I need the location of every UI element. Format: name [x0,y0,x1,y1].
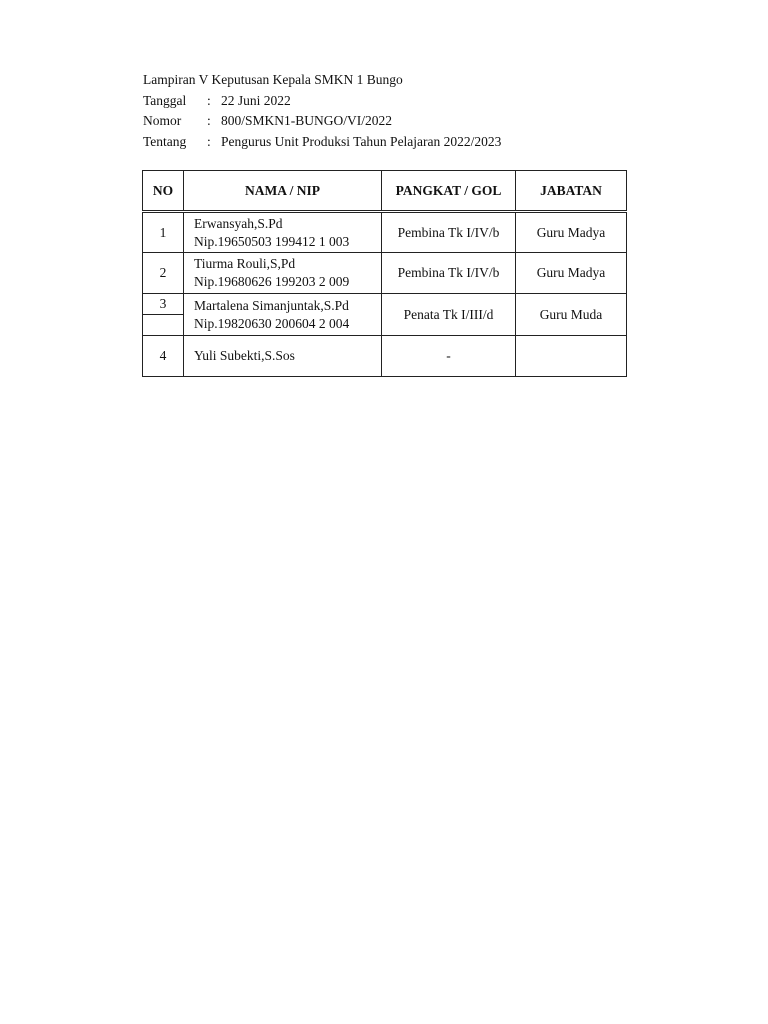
header-row-tanggal [143,91,501,112]
person-nip: Nip.19820630 200604 2 004 [194,315,350,331]
table-row [143,212,627,253]
cell-jabatan: Guru Muda [516,294,627,336]
cell-jabatan [516,336,627,377]
person-name: Yuli Subekti,S.Sos [194,348,295,363]
table-row [143,294,627,336]
cell-nama-nip [184,294,382,336]
cell-no: 4 [143,336,184,377]
cell-jabatan: Guru Madya [516,253,627,294]
header-label: Nomor [143,113,182,128]
cell-no-empty [143,315,183,335]
header-title: Lampiran V Keputusan Kepala SMKN 1 Bungo [143,72,403,87]
cell-pangkat: Pembina Tk I/IV/b [382,212,516,253]
header-colon: : [207,133,211,149]
header-value: 22 Juni 2022 [221,92,291,108]
person-nip: Nip.19650503 199412 1 003 [194,233,350,249]
header-colon: : [207,113,211,128]
column-header-pangkat-gol: PANGKAT / GOL [382,171,516,212]
header-value: Pengurus Unit Produksi Tahun Pelajaran 2022/2023 [221,133,502,149]
cell-pangkat: - [382,336,516,377]
header-row-tentang [143,132,501,153]
table-row [143,336,627,377]
column-header-no: NO [143,171,184,212]
person-name: Tiurma Rouli,S,Pd [194,256,296,271]
cell-no-value: 3 [143,294,183,315]
cell-pangkat: Pembina Tk I/IV/b [382,253,516,294]
header-label: Tentang [143,133,187,149]
cell-jabatan: Guru Madya [516,212,627,253]
person-name: Martalena Simanjuntak,S.Pd [194,297,349,313]
header-row-nomor [143,111,501,132]
cell-no [143,294,184,336]
cell-pangkat: Penata Tk I/III/d [382,294,516,336]
person-nip: Nip.19680626 199203 2 009 [194,274,350,289]
personnel-table [142,170,627,377]
column-header-jabatan: JABATAN [516,171,627,212]
cell-nama-nip [184,336,382,377]
column-header-nama-nip: NAMA / NIP [184,171,382,212]
document-header [143,70,501,152]
header-value: 800/SMKN1-BUNGO/VI/2022 [221,113,393,128]
cell-nama-nip [184,212,382,253]
cell-no: 2 [143,253,184,294]
cell-nama-nip [184,253,382,294]
person-name: Erwansyah,S.Pd [194,215,283,231]
header-label: Tanggal [143,92,187,108]
table-row [143,253,627,294]
header-colon: : [207,92,211,108]
cell-no: 1 [143,212,184,253]
